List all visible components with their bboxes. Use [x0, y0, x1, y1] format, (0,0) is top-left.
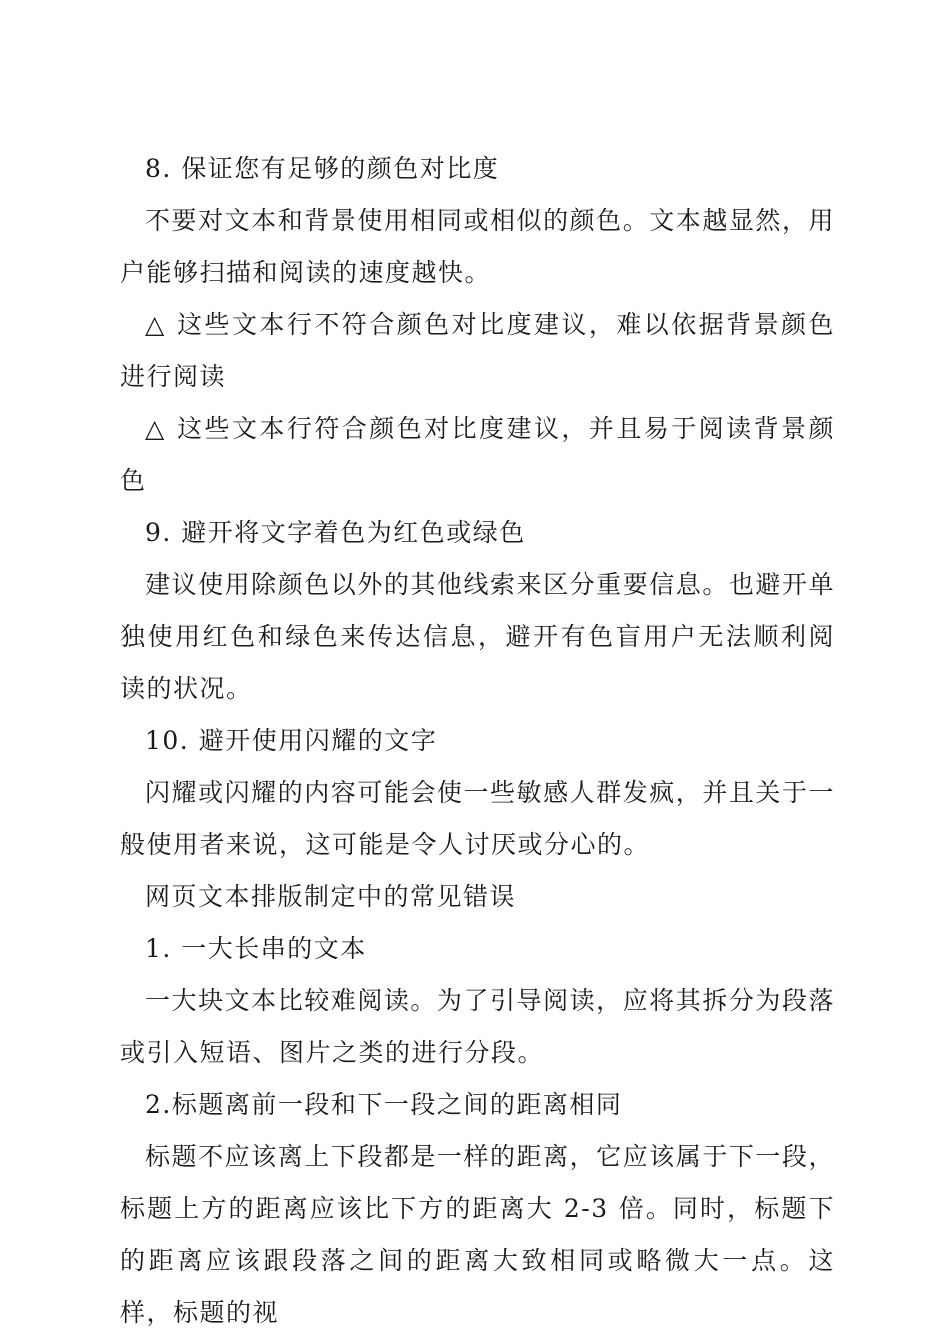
paragraph-red-green: 建议使用除颜色以外的其他线索来区分重要信息。也避开单独使用红色和绿色来传达信息，避开有色盲用户无法顺利阅读的状况。	[120, 570, 835, 703]
document-body	[120, 143, 835, 1339]
paragraph-heading-spacing: 标题不应该离上下段都是一样的距离，它应该属于下一段，标题上方的距离应该比下方的距离大 2-3 倍。同时，标题下的距离应该跟段落之间的距离大致相同或略微大一点。这样，标题的视	[120, 1142, 835, 1327]
paragraph-blinking-text: 闪耀或闪耀的内容可能会使一些敏感人群发疯，并且关于一般使用者来说，这可能是令人讨厌或分心的。	[120, 778, 835, 859]
section-heading-9: 9. 避开将文字着色为红色或绿色	[145, 518, 526, 547]
paragraph-long-text: 一大块文本比较难阅读。为了引导阅读，应将其拆分为段落或引入短语、图片之类的进行分段。	[120, 986, 835, 1067]
mistake-heading-1: 1. 一大长串的文本	[145, 934, 367, 963]
note-good-contrast: △ 这些文本行符合颜色对比度建议，并且易于阅读背景颜色	[120, 414, 835, 495]
section-title-common-mistakes: 网页文本排版制定中的常见错误	[145, 882, 517, 911]
paragraph-color-contrast: 不要对文本和背景使用相同或相似的颜色。文本越显然，用户能够扫描和阅读的速度越快。	[120, 206, 835, 287]
mistake-heading-2: 2.标题离前一段和下一段之间的距离相同	[145, 1090, 623, 1119]
note-bad-contrast: △ 这些文本行不符合颜色对比度建议，难以依据背景颜色进行阅读	[120, 310, 835, 391]
section-heading-8: 8. 保证您有足够的颜色对比度	[145, 154, 500, 183]
section-heading-10: 10. 避开使用闪耀的文字	[145, 726, 438, 755]
